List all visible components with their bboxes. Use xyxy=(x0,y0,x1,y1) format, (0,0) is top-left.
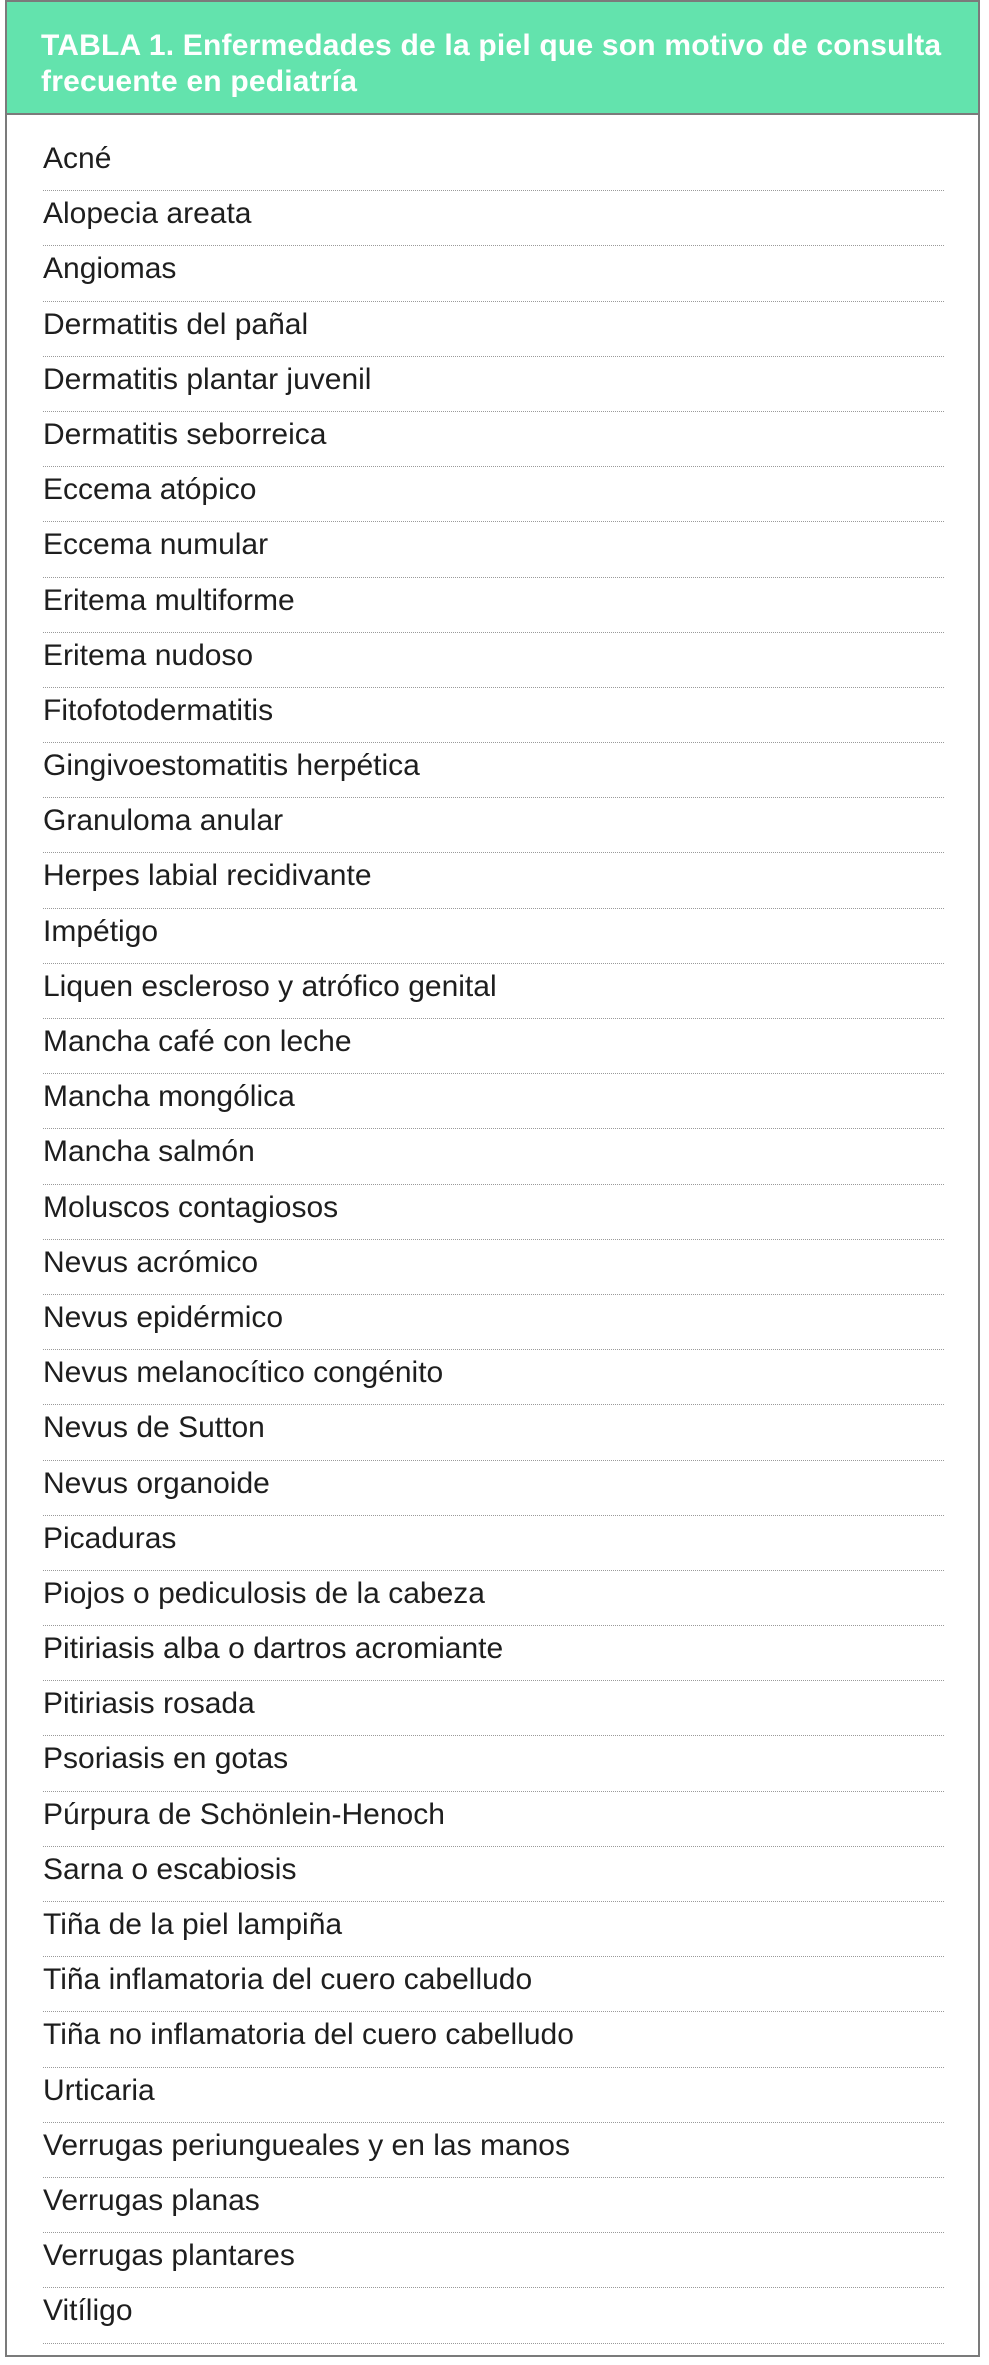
list-item: Nevus melanocítico congénito xyxy=(43,1350,944,1405)
list-item: Psoriasis en gotas xyxy=(43,1736,944,1791)
list-item: Verrugas plantares xyxy=(43,2233,944,2288)
list-item: Dermatitis plantar juvenil xyxy=(43,357,944,412)
list-item: Verrugas planas xyxy=(43,2178,944,2233)
list-item: Fitofotodermatitis xyxy=(43,688,944,743)
disease-list xyxy=(43,136,944,2344)
list-item: Eccema atópico xyxy=(43,467,944,522)
list-item: Angiomas xyxy=(43,246,944,301)
list-item: Mancha salmón xyxy=(43,1129,944,1184)
list-item: Mancha café con leche xyxy=(43,1019,944,1074)
list-item: Granuloma anular xyxy=(43,798,944,853)
list-item: Alopecia areata xyxy=(43,191,944,246)
list-item: Gingivoestomatitis herpética xyxy=(43,743,944,798)
list-item: Eritema multiforme xyxy=(43,578,944,633)
list-item: Urticaria xyxy=(43,2068,944,2123)
list-item: Eritema nudoso xyxy=(43,633,944,688)
disease-table xyxy=(5,0,980,2357)
list-item: Nevus epidérmico xyxy=(43,1295,944,1350)
list-item: Dermatitis seborreica xyxy=(43,412,944,467)
list-item: Piojos o pediculosis de la cabeza xyxy=(43,1571,944,1626)
list-item: Sarna o escabiosis xyxy=(43,1847,944,1902)
list-item: Púrpura de Schönlein-Henoch xyxy=(43,1792,944,1847)
list-item: Moluscos contagiosos xyxy=(43,1185,944,1240)
list-item: Verrugas periungueales y en las manos xyxy=(43,2123,944,2178)
list-item: Nevus organoide xyxy=(43,1461,944,1516)
list-item: Vitíligo xyxy=(43,2288,944,2343)
list-item: Liquen escleroso y atrófico genital xyxy=(43,964,944,1019)
list-item: Tiña de la piel lampiña xyxy=(43,1902,944,1957)
list-item: Dermatitis del pañal xyxy=(43,302,944,357)
list-item: Impétigo xyxy=(43,909,944,964)
list-item: Pitiriasis alba o dartros acromiante xyxy=(43,1626,944,1681)
list-item: Mancha mongólica xyxy=(43,1074,944,1129)
list-item: Eccema numular xyxy=(43,522,944,577)
list-item: Acné xyxy=(43,136,944,191)
list-item: Nevus de Sutton xyxy=(43,1405,944,1460)
table-header xyxy=(7,2,978,115)
list-item: Tiña inflamatoria del cuero cabelludo xyxy=(43,1957,944,2012)
table-title: TABLA 1. Enfermedades de la piel que son motivo de consulta frecuente en pediatría xyxy=(41,29,942,98)
list-item: Herpes labial recidivante xyxy=(43,853,944,908)
list-item: Picaduras xyxy=(43,1516,944,1571)
list-item: Pitiriasis rosada xyxy=(43,1681,944,1736)
list-item: Nevus acrómico xyxy=(43,1240,944,1295)
list-item: Tiña no inflamatoria del cuero cabelludo xyxy=(43,2012,944,2067)
